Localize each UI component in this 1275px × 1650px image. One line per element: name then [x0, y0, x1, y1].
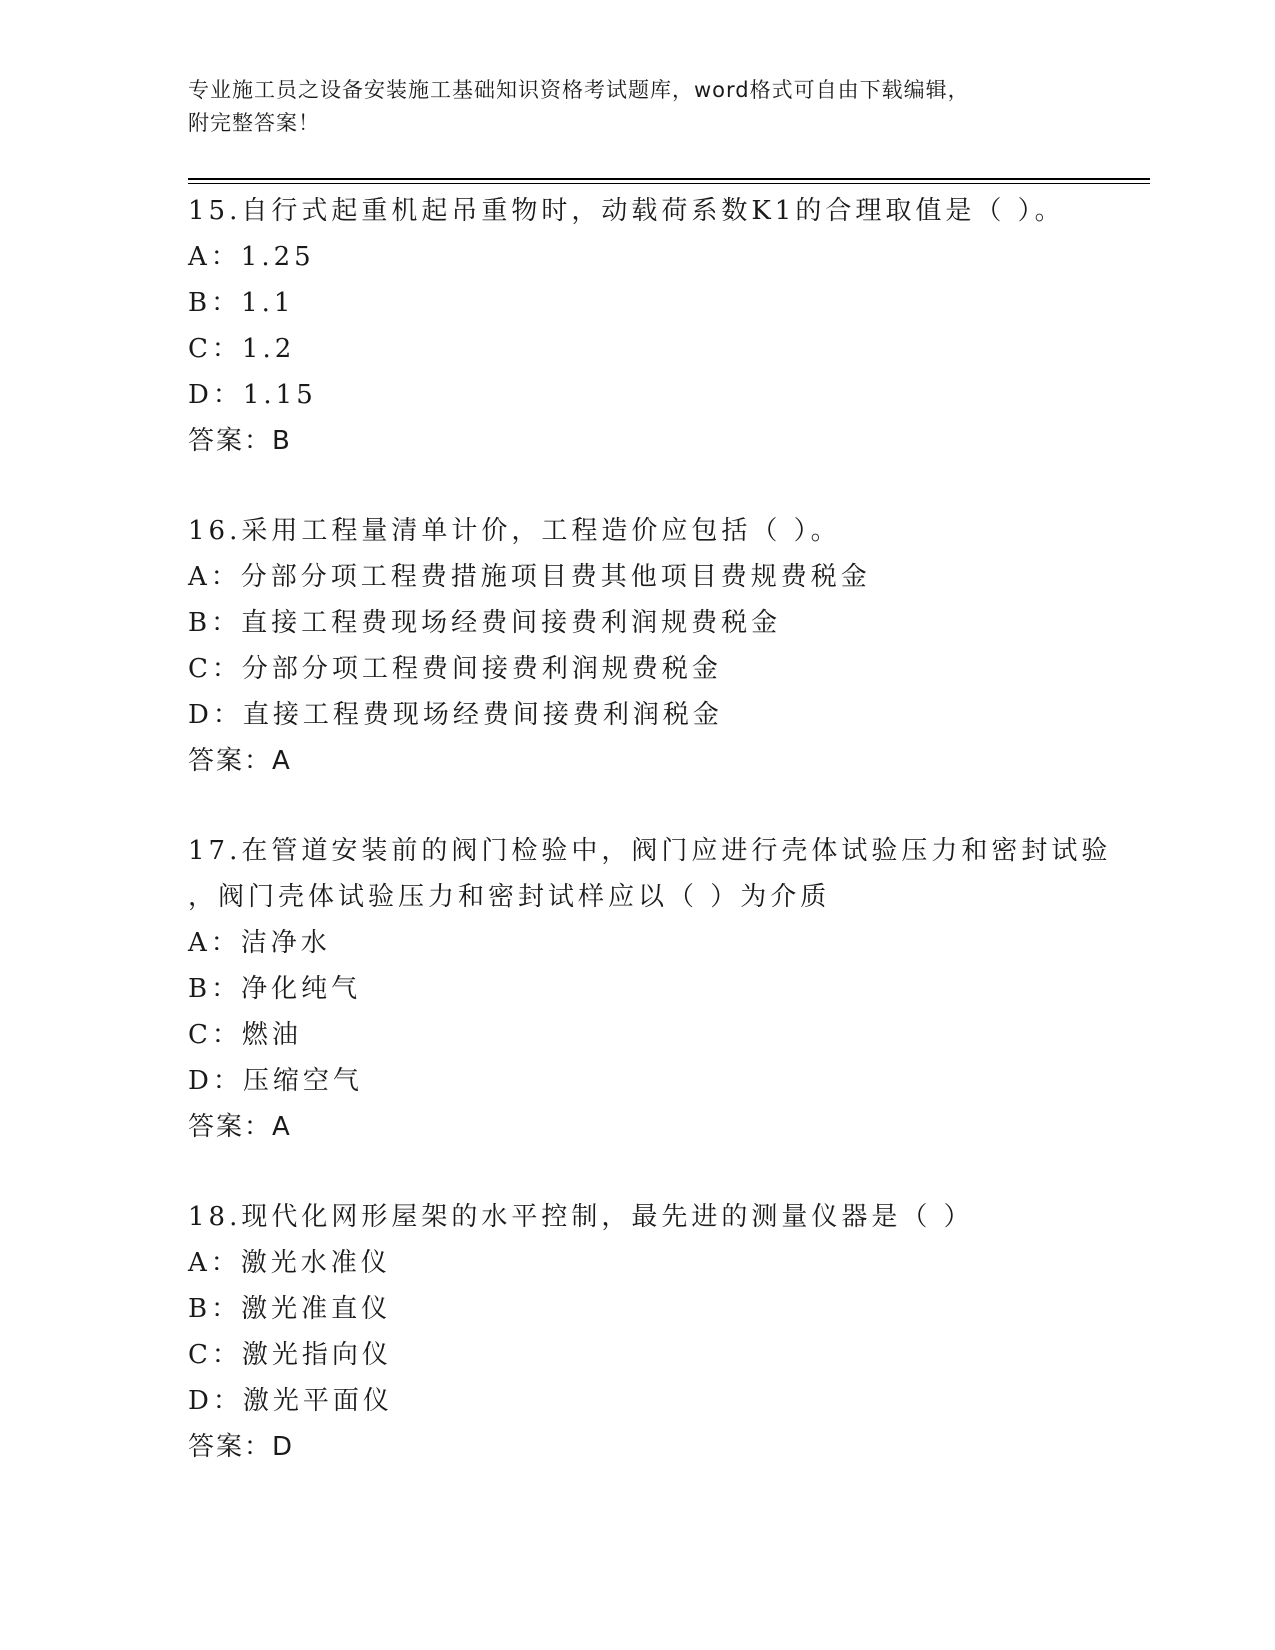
option-letter: C：	[188, 334, 242, 364]
question-title-line: 16.采用工程量清单计价，工程造价应包括（ ）。	[188, 516, 841, 546]
question-17	[188, 828, 1112, 1150]
option-letter: B：	[188, 1294, 242, 1324]
option-letter: D：	[188, 1386, 243, 1416]
option-letter: A：	[188, 928, 241, 958]
option-c	[188, 1332, 1088, 1378]
question-16	[188, 508, 1088, 784]
option-text: 分部分项工程费间接费利润规费税金	[241, 654, 722, 684]
question-title-line: 17.在管道安装前的阀门检验中，阀门应进行壳体试验压力和密封试验	[188, 836, 1112, 866]
option-letter: A：	[188, 562, 241, 592]
option-b	[188, 1286, 1088, 1332]
question-18	[188, 1194, 1088, 1470]
option-text: 激光指向仪	[241, 1340, 392, 1370]
option-a	[188, 234, 1088, 280]
question-title	[188, 508, 1088, 554]
header-line-1: 专业施工员之设备安装施工基础知识资格考试题库，word格式可自由下载编辑，	[188, 78, 970, 102]
option-d	[188, 372, 1088, 418]
question-title-line: ，阀门壳体试验压力和密封试样应以（ ）为介质	[188, 882, 831, 912]
option-d	[188, 1378, 1088, 1424]
option-b	[188, 600, 1088, 646]
option-d	[188, 692, 1088, 738]
header-line-2: 附完整答案！	[188, 111, 320, 135]
header-divider-thin	[188, 183, 1150, 184]
option-letter: D：	[188, 380, 243, 410]
option-text: 1.25	[240, 242, 315, 272]
question-title	[188, 1194, 1088, 1240]
question-title	[188, 188, 1088, 234]
option-a	[188, 1240, 1088, 1286]
option-letter: B：	[188, 288, 242, 318]
option-text: 激光准直仪	[241, 1294, 392, 1324]
answer-line: 答案：B	[188, 426, 292, 456]
question-15	[188, 188, 1088, 464]
option-text: 1.2	[241, 334, 296, 364]
option-text: 激光水准仪	[240, 1248, 391, 1278]
option-letter: A：	[188, 242, 241, 272]
option-text: 直接工程费现场经费间接费利润规费税金	[241, 608, 782, 638]
option-text: 净化纯气	[241, 974, 362, 1004]
option-letter: A：	[188, 1248, 241, 1278]
option-text: 1.1	[241, 288, 295, 318]
option-text: 洁净水	[240, 928, 331, 958]
option-a	[188, 554, 1088, 600]
answer-line: 答案：A	[188, 1112, 292, 1142]
option-c	[188, 646, 1088, 692]
option-text: 压缩空气	[242, 1066, 363, 1096]
option-c	[188, 326, 1088, 372]
option-letter: C：	[188, 1340, 242, 1370]
option-b	[188, 280, 1088, 326]
question-title-line: 15.自行式起重机起吊重物时，动载荷系数K1的合理取值是（ ）。	[188, 196, 1065, 226]
document-header	[188, 74, 1088, 140]
option-letter: D：	[188, 700, 243, 730]
option-letter: B：	[188, 608, 242, 638]
option-letter: D：	[188, 1066, 243, 1096]
option-text: 激光平面仪	[242, 1386, 393, 1416]
question-title	[188, 828, 1112, 920]
option-c	[188, 1012, 1088, 1058]
option-letter: B：	[188, 974, 242, 1004]
answer-line: 答案：A	[188, 746, 292, 776]
answer-line: 答案：D	[188, 1432, 295, 1462]
header-divider-thick	[188, 178, 1150, 180]
option-b	[188, 966, 1088, 1012]
option-letter: C：	[188, 654, 242, 684]
option-letter: C：	[188, 1020, 242, 1050]
option-a	[188, 920, 1088, 966]
option-d	[188, 1058, 1088, 1104]
question-title-line: 18.现代化网形屋架的水平控制，最先进的测量仪器是（ ）	[188, 1202, 974, 1232]
option-text: 分部分项工程费措施项目费其他项目费规费税金	[240, 562, 871, 592]
option-text: 1.15	[242, 380, 317, 410]
option-text: 燃油	[241, 1020, 302, 1050]
option-text: 直接工程费现场经费间接费利润税金	[242, 700, 723, 730]
